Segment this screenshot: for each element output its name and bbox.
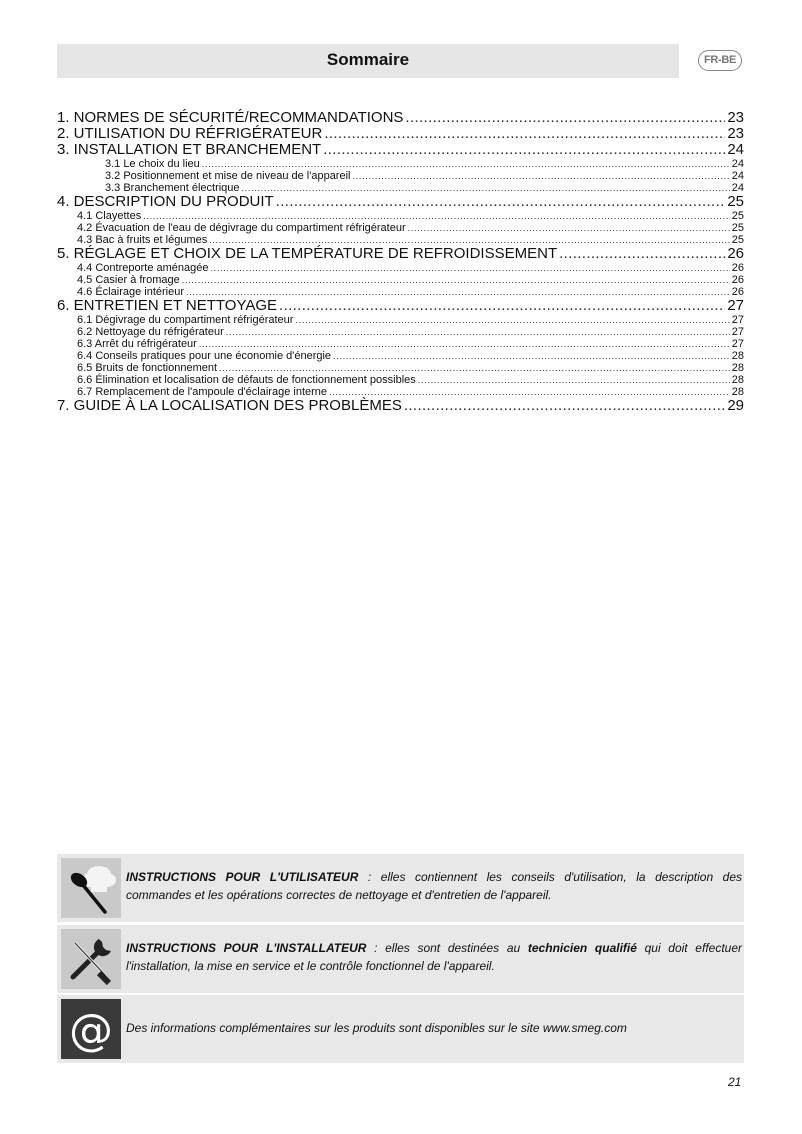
language-badge: FR-BE xyxy=(698,50,742,71)
chef-spoon-icon xyxy=(61,858,121,918)
website-info-text: Des informations complémentaires sur les produits sont disponibles sur le site www.smeg.com xyxy=(126,1021,627,1035)
toc-entry-6-4[interactable]: 6.4 Conseils pratiques pour une économie d'énergie . . . 28 xyxy=(57,350,744,362)
toc-entry-4-6[interactable]: 4.6 Éclairage intérieur . . . 26 xyxy=(57,286,744,298)
at-sign-icon xyxy=(61,999,121,1059)
website-info-box xyxy=(57,995,744,1063)
toc-entry-6-3[interactable]: 6.3 Arrêt du réfrigérateur . . . 27 xyxy=(57,338,744,350)
toc-entry-7[interactable]: 7. GUIDE À LA LOCALISATION DES PROBLÈMES . . . 29 xyxy=(57,398,744,414)
page-number: 21 xyxy=(728,1075,742,1089)
toc-entry-4-4[interactable]: 4.4 Contreporte aménagée . . . 26 xyxy=(57,262,744,274)
toc-entry-6-5[interactable]: 6.5 Bruits de fonctionnement . . . 28 xyxy=(57,362,744,374)
toc-entry-4[interactable]: 4. DESCRIPTION DU PRODUIT . . . 25 xyxy=(57,194,744,210)
user-instructions-box xyxy=(57,854,744,922)
toc-entry-2[interactable]: 2. UTILISATION DU RÉFRIGÉRATEUR . . . 23 xyxy=(57,126,744,142)
user-instructions-text: INSTRUCTIONS POUR L'UTILISATEUR : elles contiennent les conseils d'utilisation, la description des commandes et les opérations correctes de nettoyage et d'entretien de l'appareil. xyxy=(126,870,742,902)
toc-entry-3-3[interactable]: 3.3 Branchement électrique . . . 24 xyxy=(57,182,744,194)
toc-entry-4-1[interactable]: 4.1 Clayettes . . . 25 xyxy=(57,210,744,222)
toc-entry-3-1[interactable]: 3.1 Le choix du lieu . . . 24 xyxy=(57,158,744,170)
toc-entry-6-7[interactable]: 6.7 Remplacement de l'ampoule d'éclairage interne . . . 28 xyxy=(57,386,744,398)
tools-icon xyxy=(61,929,121,989)
toc-entry-6[interactable]: 6. ENTRETIEN ET NETTOYAGE . . . 27 xyxy=(57,298,744,314)
toc-entry-6-1[interactable]: 6.1 Dégivrage du compartiment réfrigérateur . . . 27 xyxy=(57,314,744,326)
toc-entry-4-2[interactable]: 4.2 Évacuation de l'eau de dégivrage du compartiment réfrigérateur . . . 25 xyxy=(57,222,744,234)
svg-text:@: @ xyxy=(69,1005,113,1056)
toc-entry-4-5[interactable]: 4.5 Casier à fromage . . . 26 xyxy=(57,274,744,286)
toc-entry-3-2[interactable]: 3.2 Positionnement et mise de niveau de l'appareil . . . 24 xyxy=(57,170,744,182)
installer-instructions-text: INSTRUCTIONS POUR L'INSTALLATEUR : elles sont destinées au technicien qualifié qui doit effectuer l'installation, la mise en service et le contrôle fonctionnel de l'appareil. xyxy=(126,941,742,973)
toc-entry-6-2[interactable]: 6.2 Nettoyage du réfrigérateur . . . 27 xyxy=(57,326,744,338)
page-title: Sommaire xyxy=(326,50,410,69)
toc-entry-3[interactable]: 3. INSTALLATION ET BRANCHEMENT . . . 24 xyxy=(57,142,744,158)
toc-entry-4-3[interactable]: 4.3 Bac à fruits et légumes . . . 25 xyxy=(57,234,744,246)
toc-entry-6-6[interactable]: 6.6 Élimination et localisation de défauts de fonctionnement possibles . . . 28 xyxy=(57,374,744,386)
toc-entry-1[interactable]: 1. NORMES DE SÉCURITÉ/RECOMMANDATIONS . . . 23 xyxy=(57,110,744,126)
installer-instructions-box xyxy=(57,925,744,993)
toc-entry-5[interactable]: 5. RÉGLAGE ET CHOIX DE LA TEMPÉRATURE DE REFROIDISSEMENT . . . 26 xyxy=(57,246,744,262)
table-of-contents xyxy=(57,110,744,414)
header-bar xyxy=(57,44,679,78)
